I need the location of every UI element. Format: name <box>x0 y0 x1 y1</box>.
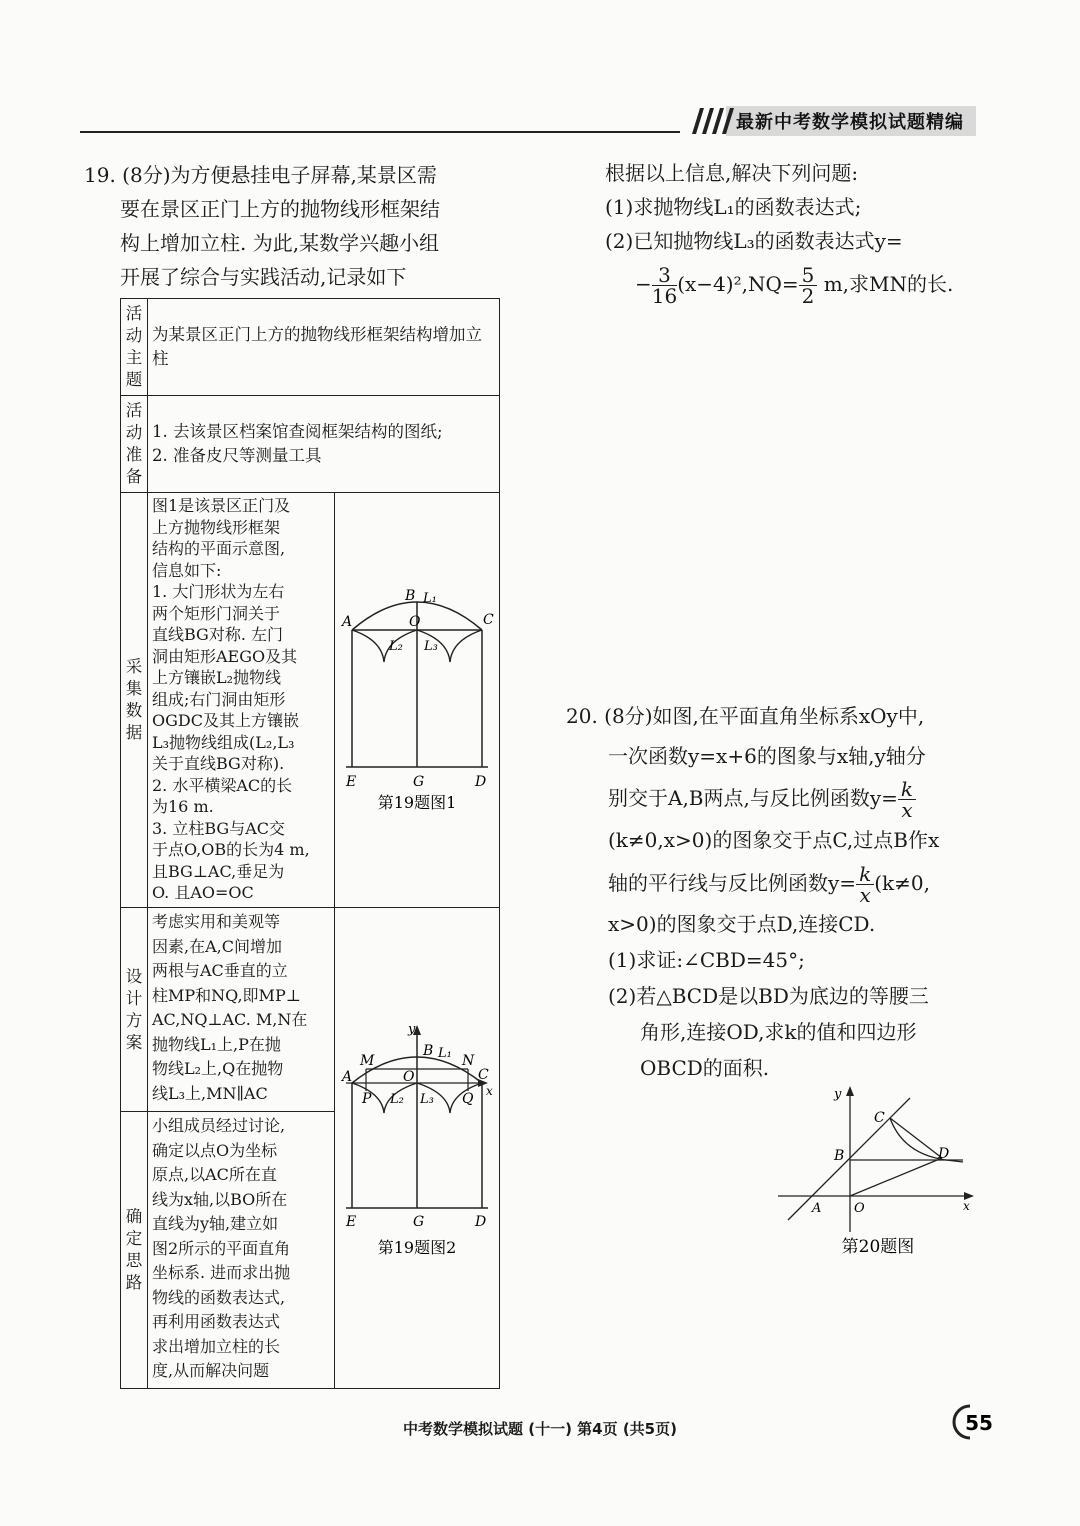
collect-line: 3. 立柱BG与AC交 <box>152 818 285 838</box>
label-O: O <box>409 613 421 630</box>
collect-line: 关于直线BG对称). <box>152 754 285 773</box>
collect-line: 上方镶嵌L₂抛物线 <box>152 668 282 687</box>
frac-num: k <box>898 779 916 800</box>
label-E: E <box>346 773 357 790</box>
q20-line-with-frac <box>566 776 1066 820</box>
plan-line: 再利用函数表达式 <box>152 1312 281 1331</box>
plan-cell <box>148 1112 335 1389</box>
label-E: E <box>346 1214 357 1230</box>
label-L2: L₂ <box>389 638 403 654</box>
prep-cell <box>148 396 500 493</box>
label-L3: L₃ <box>424 638 438 654</box>
collect-line: 且BG⊥AC,垂足为 <box>152 861 285 881</box>
design-line: 两根与AC垂直的立 <box>152 961 288 980</box>
frac-num: 5 <box>799 265 818 286</box>
theme-header-text: 活 动 主 题 <box>125 304 143 389</box>
label-D: D <box>475 1214 487 1230</box>
frac-num: 3 <box>652 265 677 286</box>
collect-line: 上方抛物线形框架 <box>152 517 281 537</box>
label-D: D <box>475 773 487 790</box>
label-C: C <box>874 1110 885 1126</box>
label-O: O <box>854 1201 865 1216</box>
design-line: 线L₃上,MN∥AC <box>152 1083 268 1103</box>
header-rule <box>80 131 680 133</box>
q20-line: (k≠0,x>0)的图象交于点C,过点B作x <box>608 828 940 852</box>
q19-line: 开展了综合与实践活动,记录如下 <box>120 265 407 289</box>
table-row <box>121 493 500 908</box>
q19-questions <box>605 156 953 306</box>
figure2-cell <box>335 908 500 1389</box>
q19-right-line: (1)求抛物线L₁的函数表达式; <box>605 195 862 219</box>
collect-line: 图1是该景区正门及 <box>152 496 291 515</box>
fig1-caption: 第19题图1 <box>377 792 457 812</box>
prep-header <box>121 396 148 493</box>
collect-line: 于点O,OB的长为4 m, <box>152 840 310 859</box>
label-N: N <box>462 1053 475 1069</box>
fig20-caption: 第20题图 <box>841 1237 915 1257</box>
table-row <box>121 908 500 1112</box>
q20-line: 角形,连接OD,求k的值和四边形 <box>640 1020 917 1044</box>
collect-line: O. 且AO=OC <box>152 883 254 902</box>
plan-line: 图2所示的平面直角 <box>152 1238 291 1258</box>
page-number: 55 <box>965 1411 993 1435</box>
label-G: G <box>413 773 425 790</box>
collect-header-text: 采 集 数 据 <box>125 657 143 742</box>
q20-text <box>566 696 1066 1086</box>
table-row <box>121 396 500 493</box>
plan-line: 坐标系. 进而求出抛 <box>152 1263 291 1282</box>
q20-line: (2)若△BCD是以BD为底边的等腰三 <box>608 984 929 1008</box>
label-P: P <box>362 1091 372 1107</box>
label-L1: L₁ <box>438 1046 452 1061</box>
plan-line: 确定以点O为坐标 <box>152 1140 278 1160</box>
label-G: G <box>413 1214 425 1230</box>
design-line: 因素,在A,C间增加 <box>152 936 282 956</box>
design-line: 抛物线L₁上,P在抛 <box>152 1034 281 1054</box>
design-line: 考虑实用和美观等 <box>152 912 281 931</box>
label-C: C <box>478 1067 489 1083</box>
fraction-k-x <box>856 864 874 905</box>
label-L3: L₃ <box>420 1092 434 1107</box>
collect-line: 2. 水平横梁AC的长 <box>152 775 293 795</box>
collect-line: 洞由矩形AEGO及其 <box>152 646 298 666</box>
q20-line: 一次函数y=x+6的图象与x轴,y轴分 <box>608 744 926 768</box>
plan-line: 直线为y轴,建立如 <box>152 1214 279 1233</box>
prep-item: 1. 去该景区档案馆查阅框架结构的图纸; <box>152 422 443 441</box>
collect-line: 结构的平面示意图, <box>152 539 286 558</box>
page-number-badge <box>948 1402 1004 1442</box>
collect-line: 两个矩形门洞关于 <box>152 603 281 623</box>
collect-line: OGDC及其上方镶嵌 <box>152 711 299 730</box>
label-C: C <box>483 611 494 628</box>
label-O: O <box>403 1069 415 1085</box>
q19-intro <box>84 158 440 294</box>
figure1-diagram <box>342 582 492 812</box>
fraction-3-16 <box>652 265 677 306</box>
collect-header <box>121 493 148 908</box>
collect-line: 组成;右门洞由矩形 <box>152 689 286 709</box>
formula-minus: − <box>635 272 652 296</box>
formula-tail: m,求MN的长. <box>823 272 954 296</box>
design-header <box>121 908 148 1112</box>
prep-item: 2. 准备皮尺等测量工具 <box>152 446 322 465</box>
label-B: B <box>405 587 416 604</box>
label-L1: L₁ <box>423 590 437 606</box>
q19-right-line: 根据以上信息,解决下列问题: <box>605 161 859 185</box>
label-Q: Q <box>462 1091 474 1107</box>
q19-line: 19. (8分)为方便悬挂电子屏幕,某景区需 <box>84 163 437 187</box>
q20-line-with-frac <box>566 860 1066 906</box>
design-cell <box>148 908 335 1112</box>
figure20-diagram <box>778 1082 978 1262</box>
collect-line: L₃抛物线组成(L₂,L₃ <box>152 732 295 752</box>
q19-line: 要在景区正门上方的抛物线形框架结 <box>120 197 440 221</box>
frac-num: k <box>856 864 874 885</box>
design-line: 物线L₂上,Q在抛物 <box>152 1059 284 1078</box>
collect-line: 直线BG对称. 左门 <box>152 625 284 644</box>
label-L2: L₂ <box>390 1092 404 1107</box>
label-y: y <box>834 1087 842 1102</box>
q19-line: 构上增加立柱. 为此,某数学兴趣小组 <box>120 231 440 255</box>
label-A: A <box>342 1069 353 1085</box>
collect-line: 信息如下: <box>152 560 222 580</box>
frac-den: x <box>859 883 871 907</box>
q20-line-tail: (k≠0, <box>874 871 930 895</box>
collect-line: 1. 大门形状为左右 <box>152 582 285 601</box>
label-M: M <box>360 1053 375 1069</box>
plan-header <box>121 1112 148 1389</box>
plan-line: 求出增加立柱的长 <box>152 1336 281 1356</box>
label-D: D <box>938 1146 950 1162</box>
table-row <box>121 299 500 396</box>
label-x: x <box>486 1084 493 1098</box>
header-title: 最新中考数学模拟试题精编 <box>736 112 964 133</box>
q20-line: (1)求证:∠CBD=45°; <box>608 948 805 972</box>
q20-line: x>0)的图象交于点D,连接CD. <box>608 912 876 936</box>
plan-header-text: 确 定 思 路 <box>125 1207 143 1292</box>
formula-mid: (x−4)²,NQ= <box>677 272 799 296</box>
design-line: AC,NQ⊥AC. M,N在 <box>152 1010 308 1029</box>
plan-line: 小组成员经过讨论, <box>152 1116 286 1135</box>
q20-line: 20. (8分)如图,在平面直角坐标系xOy中, <box>566 704 925 728</box>
plan-line: 线为x轴,以BO所在 <box>152 1189 288 1209</box>
label-x: x <box>963 1199 970 1213</box>
label-B: B <box>423 1043 434 1059</box>
q19-formula <box>605 262 953 306</box>
figure1-cell <box>335 493 500 908</box>
theme-text: 为某景区正门上方的抛物线形框架结构增加立柱 <box>152 325 482 368</box>
collect-cell <box>148 493 335 908</box>
label-A: A <box>812 1201 822 1216</box>
design-header-text: 设 计 方 案 <box>125 966 143 1052</box>
collect-line: 为16 m. <box>152 797 214 816</box>
frac-den: 2 <box>801 284 815 308</box>
fraction-k-x <box>898 779 916 820</box>
fraction-5-2 <box>799 265 818 306</box>
q20-line: 别交于A,B两点,与反比例函数y= <box>608 786 898 810</box>
q20-line: 轴的平行线与反比例函数y= <box>608 871 857 895</box>
q20-line: OBCD的面积. <box>640 1056 770 1080</box>
plan-line: 物线的函数表达式, <box>152 1287 286 1307</box>
design-line: 柱MP和NQ,即MP⊥ <box>152 985 301 1005</box>
plan-line: 度,从而解决问题 <box>152 1361 270 1380</box>
theme-header <box>121 299 148 396</box>
plan-line: 原点,以AC所在直 <box>152 1165 277 1184</box>
frac-den: 16 <box>651 284 678 308</box>
fig2-caption: 第19题图2 <box>377 1238 457 1257</box>
q19-right-line: (2)已知抛物线L₃的函数表达式y= <box>605 229 903 253</box>
figure2-diagram <box>342 1023 492 1283</box>
label-B: B <box>834 1148 845 1164</box>
frac-den: x <box>901 798 913 822</box>
label-A: A <box>342 613 353 630</box>
theme-cell <box>148 299 500 396</box>
activity-table <box>120 298 500 1389</box>
label-y: y <box>408 1022 416 1037</box>
prep-header-text: 活 动 准 备 <box>125 401 143 486</box>
footer-text: 中考数学模拟试题 (十一) 第4页 (共5页) <box>403 1420 677 1438</box>
